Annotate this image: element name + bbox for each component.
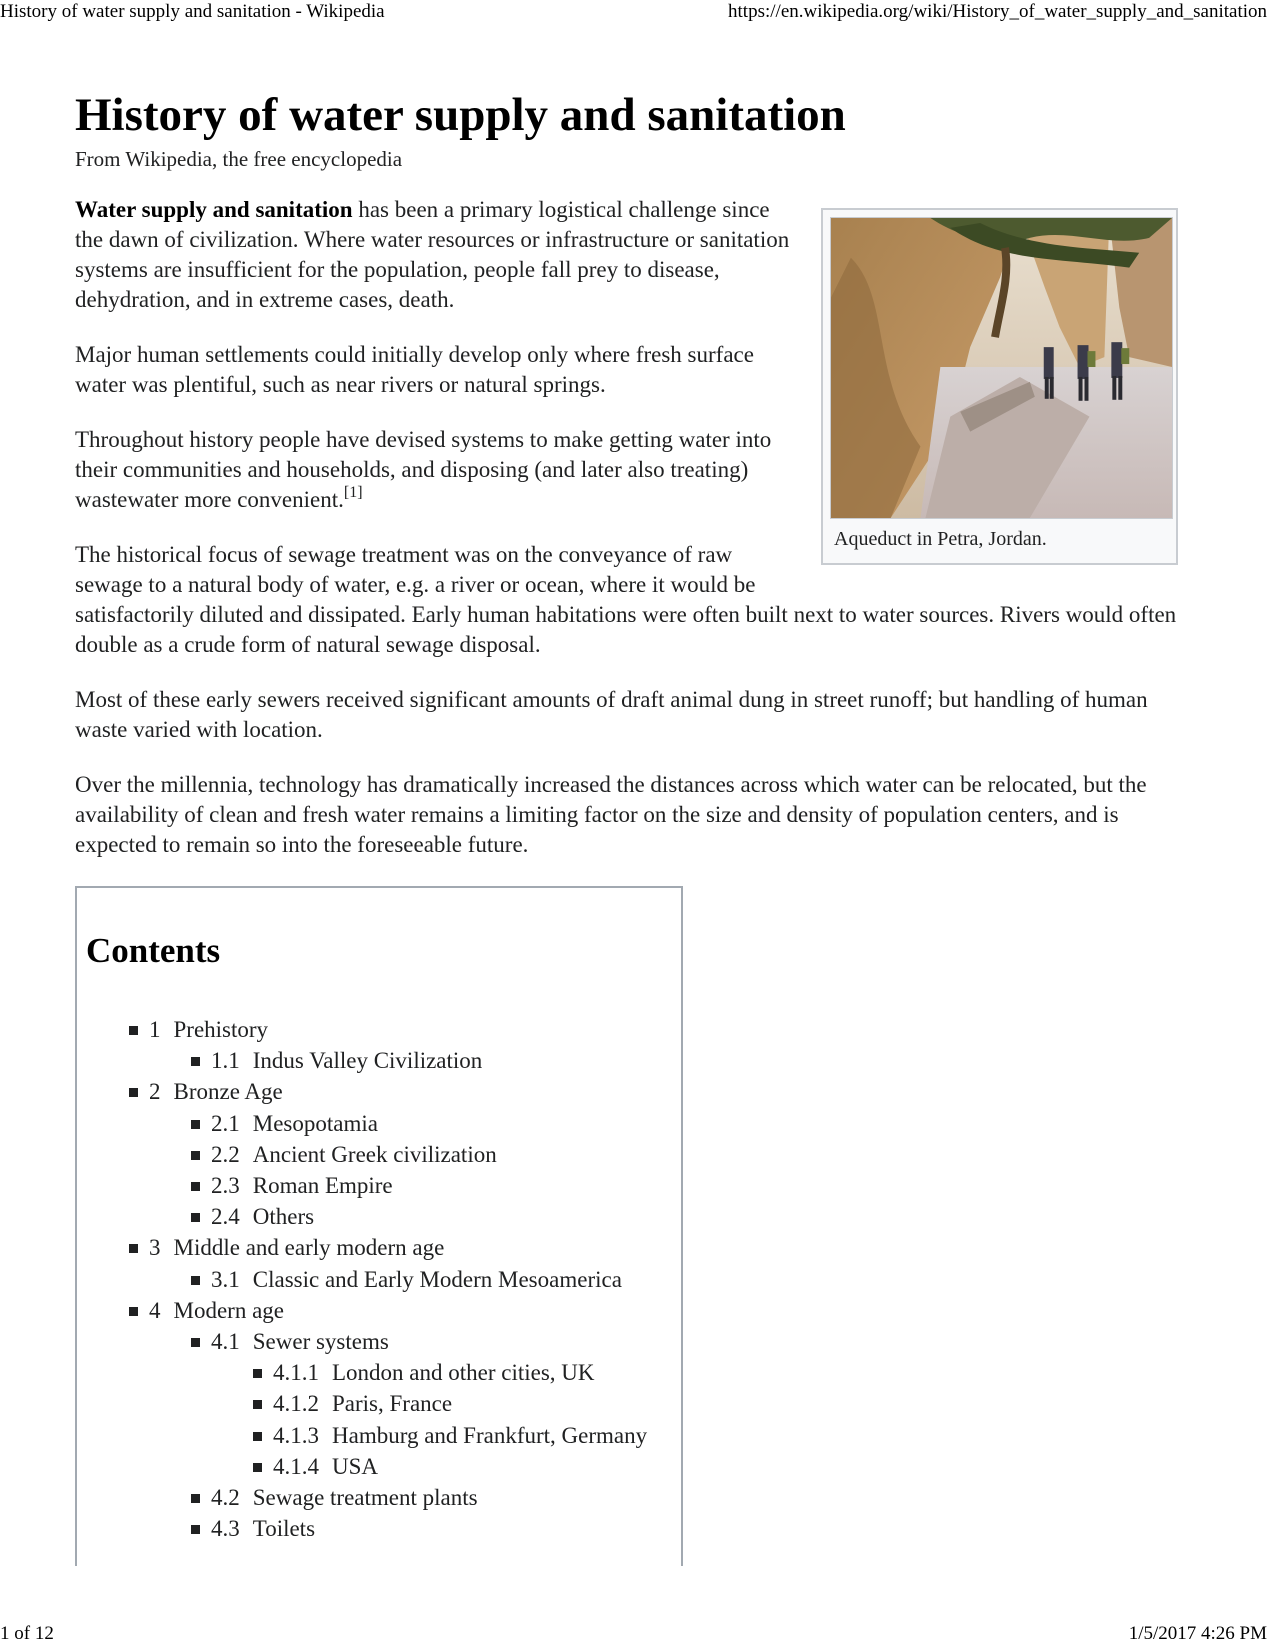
- print-header: [0, 0, 1269, 24]
- intro-bold-term: Water supply and sanitation: [75, 197, 353, 222]
- toc-item[interactable]: [77, 1139, 681, 1170]
- toc-item[interactable]: [77, 1264, 681, 1295]
- toc-label: Indus Valley Civilization: [252, 1048, 483, 1074]
- toc-item[interactable]: [77, 1045, 681, 1076]
- toc-item[interactable]: [77, 1482, 681, 1513]
- paragraph-4: The historical focus of sewage treatment was on the conveyance of raw sewage to a natural body of water, e.g. a river or ocean, where it would be satisfactorily diluted and dissipated. Early human habitations were often built next to water sources. Rivers would often double as a crude form of natural sewage disposal.: [75, 542, 1177, 657]
- toc-label: USA: [332, 1453, 379, 1479]
- toc-item[interactable]: [77, 1326, 681, 1357]
- toc-number: 1: [149, 1017, 161, 1042]
- toc-label: Classic and Early Modern Mesoamerica: [252, 1266, 622, 1292]
- page-number: 1 of 12: [0, 1623, 54, 1644]
- toc-item[interactable]: [77, 1201, 681, 1232]
- table-of-contents: [75, 886, 683, 1566]
- toc-number: 4.1: [211, 1329, 240, 1355]
- print-timestamp: 1/5/2017 4:26 PM: [1128, 1623, 1267, 1644]
- toc-number: 3.1: [211, 1266, 240, 1292]
- page-title: History of water supply and sanitation: [75, 89, 846, 141]
- toc-number: 1.1: [211, 1048, 240, 1074]
- toc-label: Modern age: [173, 1297, 284, 1323]
- toc-item[interactable]: [77, 1513, 681, 1544]
- toc-label: Paris, France: [332, 1391, 453, 1417]
- toc-item[interactable]: [77, 1108, 681, 1139]
- paragraph-5: Most of these early sewers received significant amounts of draft animal dung in street runoff; but handling of human waste varied with location.: [75, 687, 1148, 742]
- toc-item[interactable]: [77, 1170, 681, 1201]
- print-header-url: https://en.wikipedia.org/wiki/History_of_water_supply_and_sanitation: [728, 1, 1267, 22]
- toc-label: London and other cities, UK: [332, 1360, 595, 1386]
- toc-item[interactable]: [77, 1014, 681, 1045]
- toc-label: Ancient Greek civilization: [252, 1141, 497, 1167]
- toc-number: 2.4: [211, 1204, 240, 1230]
- toc-label: Others: [252, 1204, 315, 1230]
- toc-item[interactable]: [77, 1388, 681, 1419]
- print-footer: [0, 1622, 1269, 1646]
- toc-title: Contents: [86, 931, 221, 970]
- intro-text: has been a primary logistical challenge since the dawn of civilization. Where water resources or infrastructure or sanitation systems are insufficient for the population, people fall prey to disease, dehydration, and in extreme cases, death.: [75, 197, 790, 312]
- toc-number: 2.2: [211, 1141, 240, 1167]
- thumbnail-caption: Aqueduct in Petra, Jordan.: [834, 528, 1047, 550]
- toc-item[interactable]: [77, 1420, 681, 1451]
- toc-number: 4: [149, 1297, 161, 1323]
- toc-label: Toilets: [252, 1516, 316, 1542]
- toc-label: Sewer systems: [252, 1329, 389, 1355]
- toc-number: 4.3: [211, 1516, 240, 1542]
- thumbnail[interactable]: [821, 208, 1178, 565]
- toc-number: 4.1.3: [273, 1422, 319, 1448]
- aqueduct-petra-image[interactable]: [830, 217, 1173, 519]
- toc-number: 3: [149, 1235, 161, 1261]
- toc-label: Hamburg and Frankfurt, Germany: [332, 1422, 648, 1448]
- toc-list: [77, 1014, 681, 1544]
- toc-item[interactable]: [77, 1232, 681, 1263]
- toc-number: 4.2: [211, 1485, 240, 1511]
- paragraph-2: Major human settlements could initially develop only where fresh surface water was plentiful, such as near rivers or natural springs.: [75, 342, 754, 397]
- toc-label: Roman Empire: [252, 1173, 393, 1199]
- toc-label: Bronze Age: [173, 1079, 283, 1105]
- toc-item[interactable]: [77, 1076, 681, 1107]
- toc-number: 4.1.2: [273, 1391, 319, 1417]
- paragraph-3-text: Throughout history people have devised systems to make getting water into their communities and households, and disposing (and later also treating) wastewater more convenient.: [75, 427, 772, 512]
- toc-item[interactable]: [77, 1357, 681, 1388]
- toc-number: 2: [149, 1079, 161, 1105]
- toc-number: 2.1: [211, 1110, 240, 1136]
- toc-number: 4.1.1: [273, 1360, 319, 1386]
- toc-label: Mesopotamia: [252, 1110, 378, 1136]
- tagline: From Wikipedia, the free encyclopedia: [75, 147, 403, 171]
- toc-label: Prehistory: [173, 1017, 269, 1042]
- toc-number: 2.3: [211, 1173, 240, 1199]
- article-body: [75, 195, 1180, 885]
- reference-link[interactable]: [1]: [343, 484, 363, 501]
- toc-item[interactable]: [77, 1451, 681, 1482]
- paragraph-6: Over the millennia, technology has dramatically increased the distances across which water can be relocated, but the availability of clean and fresh water remains a limiting factor on the size and density of population centers, and is expected to remain so into the foreseeable future.: [75, 772, 1147, 857]
- print-header-title: History of water supply and sanitation - Wikipedia: [0, 1, 385, 22]
- toc-item[interactable]: [77, 1295, 681, 1326]
- toc-number: 4.1.4: [273, 1453, 319, 1479]
- toc-label: Sewage treatment plants: [252, 1485, 478, 1511]
- toc-label: Middle and early modern age: [173, 1235, 445, 1261]
